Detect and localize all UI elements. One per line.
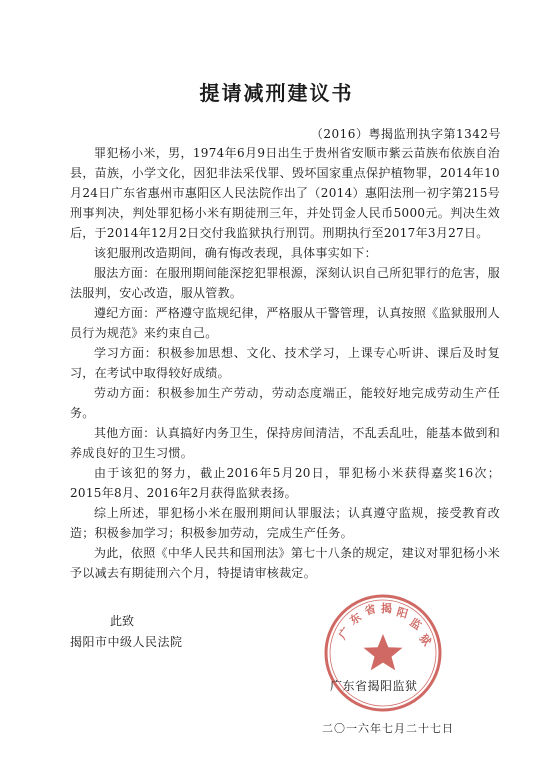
recipient-court: 揭阳市中级人民法院 [70, 635, 183, 649]
paragraph-labor: 劳动方面：积极参加生产劳动，劳动态度端正，能较好地完成劳动生产任务。 [70, 386, 500, 420]
official-seal [322, 592, 444, 714]
svg-text:揭: 揭 [381, 602, 392, 615]
document-title: 提请减刑建议书 [199, 81, 354, 105]
svg-text:省: 省 [363, 602, 378, 618]
paragraph-discipline: 遵纪方面：严格遵守监规纪律，严格服从干警管理，认真按照《监狱服刑人员行为规范》来约束自己。 [70, 306, 500, 340]
closing-salutation: 此致 [110, 614, 135, 628]
svg-text:监: 监 [407, 615, 424, 633]
svg-text:狱: 狱 [416, 631, 434, 649]
document-body [70, 143, 500, 583]
svg-text:东: 东 [347, 610, 364, 628]
paragraph-awards: 由于该犯的努力，截止2016年5月20日，罪犯杨小米获得嘉奖16次；2015年8月、2016年2月获得监狱表扬。 [70, 466, 500, 500]
svg-text:广: 广 [336, 625, 354, 642]
star-seal-icon [322, 592, 444, 714]
paragraph-criminal-info: 罪犯杨小米，男，1974年6月9日出生于贵州省安顺市紫云苗族布依族自治县，苗族，小学文化，因犯非法采伐罪、毁坏国家重点保护植物罪，2014年10月24日广东省惠州市惠阳区人民法院作出了（2014）惠阳法刑一初字第215号刑事判决，判处罪犯杨小米有期徒刑三年，并处罚金人民币5000元。判决生效后，于2014年12月2日交付我监狱执行刑罚。刑期执行至2017年3月27日。 [70, 146, 500, 240]
svg-text:阳: 阳 [395, 605, 410, 621]
document-number: （2016）粤揭监刑执字第1342号 [310, 127, 501, 141]
paragraph-law-abiding: 服法方面：在服刑期间能深挖犯罪根源，深刻认识自己所犯罪行的危害，服法服判，安心改造，服从管教。 [70, 266, 500, 300]
paragraph-other: 其他方面：认真搞好内务卫生，保持房间清洁，不乱丢乱吐，能基本做到和养成良好的卫生习惯。 [70, 426, 500, 460]
paragraph-recommendation: 为此，依照《中华人民共和国刑法》第七十八条的规定，建议对罪犯杨小米予以减去有期徒刑六个月，特提请审核裁定。 [70, 546, 500, 580]
paragraph-study: 学习方面：积极参加思想、文化、技术学习，上课专心听讲、课后及时复习，在考试中取得较好成绩。 [70, 346, 500, 380]
paragraph-intro: 该犯服刑改造期间，确有悔改表现，具体事实如下： [94, 246, 377, 260]
paragraph-summary: 综上所述，罪犯杨小米在服刑期间认罪服法；认真遵守监规，接受教育改造；积极参加学习；积极参加劳动，完成生产任务。 [70, 506, 500, 540]
document-date: 二〇一六年七月二十七日 [322, 722, 454, 735]
signing-authority: 广东省揭阳监狱 [330, 679, 418, 693]
